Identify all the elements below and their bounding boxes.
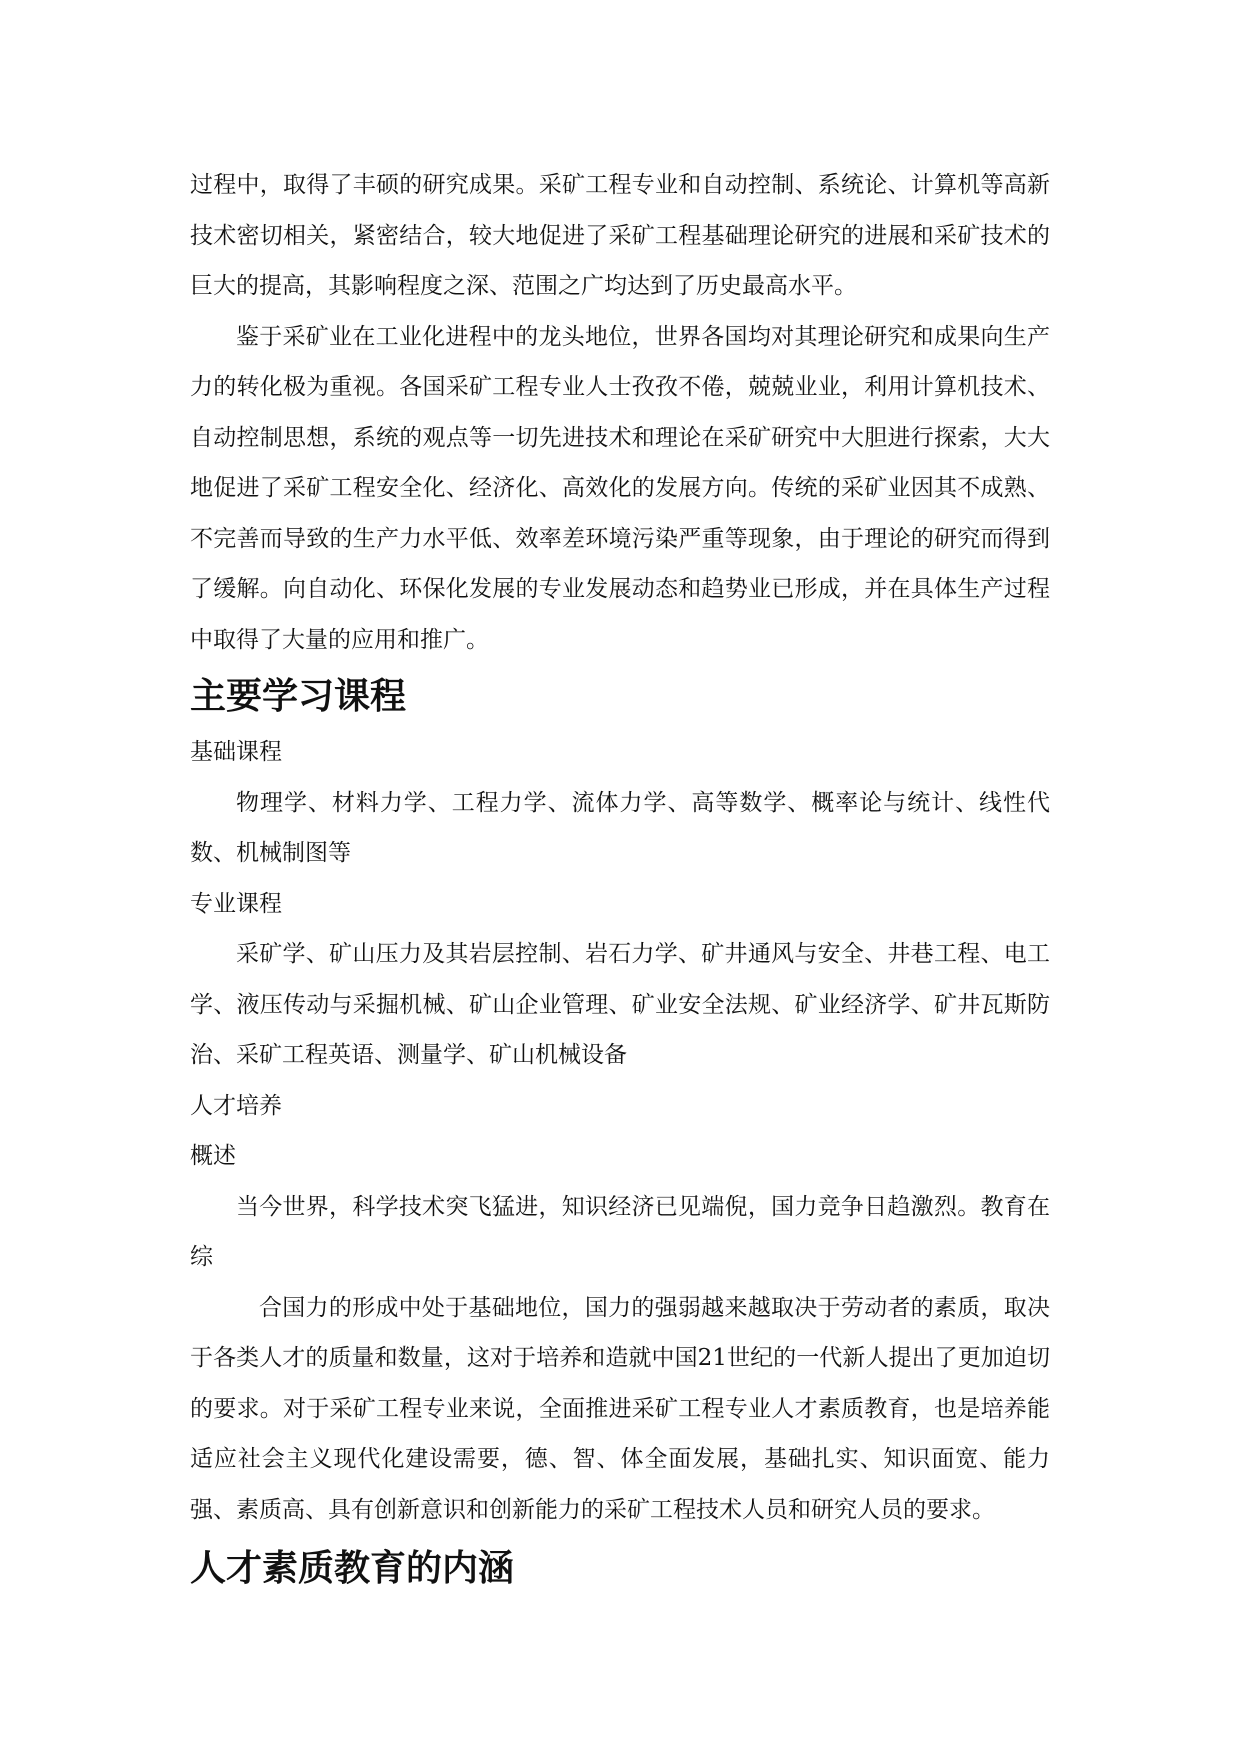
paragraph-basic-courses: 物理学、材料力学、工程力学、流体力学、高等数学、概率论与统计、线性代数、机械制图等 bbox=[190, 789, 1050, 866]
document-page bbox=[190, 160, 1050, 1597]
label-major-courses: 专业课程 bbox=[190, 890, 282, 917]
section-heading-courses: 主要学习课程 bbox=[190, 676, 407, 717]
label-basic-courses: 基础课程 bbox=[190, 739, 282, 765]
paragraph-overview-1: 当今世界，科学技术突飞猛进，知识经济已见端倪，国力竞争日趋激烈。教育在综 bbox=[190, 1193, 1050, 1270]
label-talent-training: 人才培养 bbox=[190, 1092, 282, 1119]
paragraph-mining-industry: 鉴于采矿业在工业化进程中的龙头地位，世界各国均对其理论研究和成果向生产力的转化极为重视。各国采矿工程专业人士孜孜不倦，兢兢业业，利用计算机技术、自动控制思想，系统的观点等一切先进技术和理论在采矿研究中大胆进行探索，大大地促进了采矿工程安全化、经济化、高效化的发展方向。传统的采矿业因其不成熟、不完善而导致的生产力水平低、效率差环境污染严重等现象，由于理论的研究而得到了缓解。向自动化、环保化发展的专业发展动态和趋势业已形成，并在具体生产过程中取得了大量的应用和推广。 bbox=[190, 323, 1050, 653]
paragraph-major-courses: 采矿学、矿山压力及其岩层控制、岩石力学、矿井通风与安全、井巷工程、电工学、液压传动与采掘机械、矿山企业管理、矿业安全法规、矿业经济学、矿井瓦斯防治、采矿工程英语、测量学、矿山机械设备 bbox=[190, 941, 1050, 1068]
paragraph-research-results: 过程中，取得了丰硕的研究成果。采矿工程专业和自动控制、系统论、计算机等高新技术密切相关，紧密结合，较大地促进了采矿工程基础理论研究的进展和采矿技术的巨大的提高，其影响程度之深、范围之广均达到了历史最高水平。 bbox=[190, 172, 1050, 299]
section-heading-quality-education: 人才素质教育的内涵 bbox=[190, 1548, 515, 1589]
label-overview: 概述 bbox=[190, 1143, 236, 1169]
paragraph-overview-2: 合国力的形成中处于基础地位，国力的强弱越来越取决于劳动者的素质，取决于各类人才的质量和数量，这对于培养和造就中国21世纪的一代新人提出了更加迫切的要求。对于采矿工程专业来说，全面推进采矿工程专业人才素质教育，也是培养能适应社会主义现代化建设需要，德、智、体全面发展，基础扎实、知识面宽、能力强、素质高、具有创新意识和创新能力的采矿工程技术人员和研究人员的要求。 bbox=[190, 1294, 1050, 1523]
